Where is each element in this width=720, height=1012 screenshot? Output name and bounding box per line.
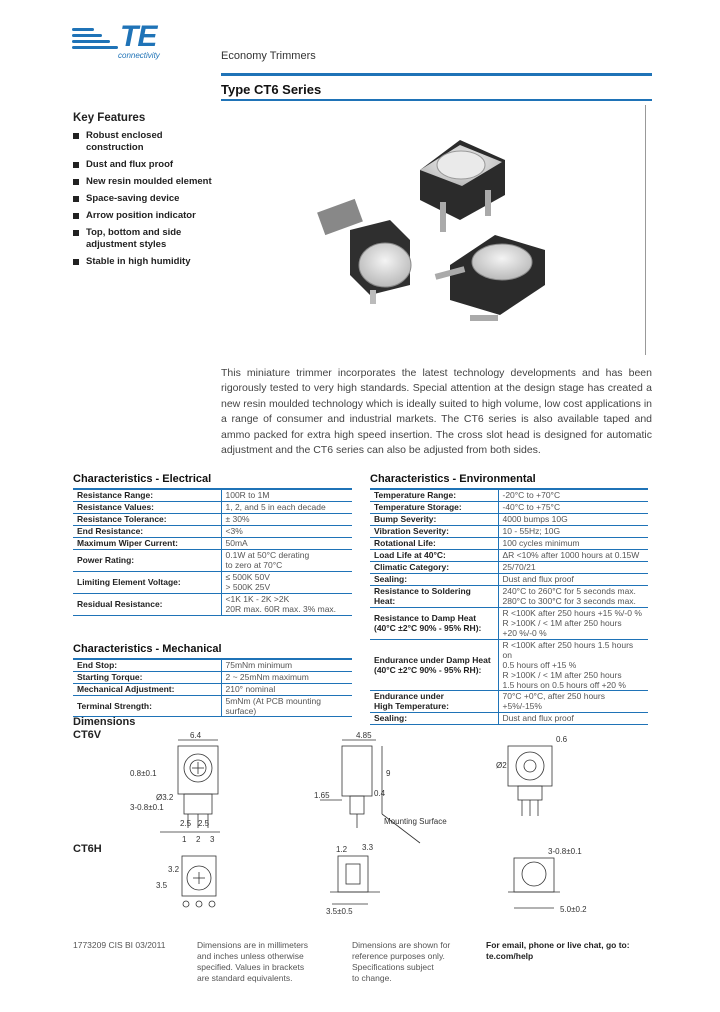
feature-item: Space-saving device: [73, 193, 223, 205]
spec-value: 2 ~ 25mNm maximum: [221, 671, 352, 683]
dim-label: 0.8±0.1: [130, 769, 157, 778]
spec-row: [73, 593, 352, 615]
dim-label: Ø2: [496, 761, 507, 770]
feature-item: Top, bottom and side adjustment styles: [73, 227, 193, 251]
dim-label: 3.3: [362, 843, 374, 852]
section-name: Economy Trimmers: [221, 50, 316, 62]
dimensions-title: Dimensions: [73, 716, 136, 728]
spec-key: Temperature Range:: [370, 489, 498, 501]
spec-value: 10 - 55Hz; 10G: [498, 525, 648, 537]
spec-value: <3%: [221, 525, 352, 537]
spec-row: [370, 585, 648, 607]
spec-row: [370, 537, 648, 549]
dim-label: 6.4: [190, 731, 202, 740]
spec-value: -20°C to +70°C: [498, 489, 648, 501]
spec-key: Resistance to Soldering Heat:: [370, 585, 498, 607]
spec-row: [370, 513, 648, 525]
logo-subtext: connectivity: [118, 51, 160, 60]
spec-key: Starting Torque:: [73, 671, 221, 683]
dim-label: 0.6: [556, 735, 568, 744]
spec-key: Sealing:: [370, 573, 498, 585]
spec-key: Resistance to Damp Heat (40°C ±2°C 90% - 95% RH):: [370, 607, 498, 639]
spec-key: Load Life at 40°C:: [370, 549, 498, 561]
spec-row: [73, 513, 352, 525]
title-rule: [221, 99, 652, 101]
spec-key: End Resistance:: [73, 525, 221, 537]
spec-row: [73, 659, 352, 671]
feature-item: Stable in high humidity: [73, 256, 223, 268]
footer-dims-note: Dimensions are in millimeters and inches unless otherwise specified. Values in brackets are standard equivalents.: [197, 940, 309, 983]
logo-text: TE: [120, 20, 157, 53]
spec-value: 5mNm (At PCB mounting surface): [221, 695, 352, 716]
footer-code: 1773209 CIS BI 03/2011: [73, 940, 166, 950]
spec-key: Endurance under High Temperature:: [370, 690, 498, 712]
electrical-table: [73, 488, 352, 616]
page-title: Type CT6 Series: [221, 82, 322, 97]
ct6v-label: CT6V: [73, 729, 102, 741]
spec-value: <1K 1K - 2K >2K 20R max. 60R max. 3% max.: [221, 593, 352, 615]
ct6h-label: CT6H: [73, 843, 102, 855]
spec-value: R <100K after 250 hours 1.5 hours on 0.5 hours off +15 % R >100K / < 1M after 250 hours 1.5 hours on 0.5 hours off +20 %: [498, 639, 648, 690]
dim-label: 4.85: [356, 731, 372, 740]
dim-label: 2.5: [198, 819, 210, 828]
spec-value: Dust and flux proof: [498, 573, 648, 585]
spec-row: [73, 549, 352, 571]
dim-label: Ø3.2: [156, 793, 174, 802]
spec-value: Dust and flux proof: [498, 712, 648, 724]
spec-value: 240°C to 260°C for 5 seconds max. 280°C to 300°C for 3 seconds max.: [498, 585, 648, 607]
dimension-drawings: [120, 728, 660, 928]
pin-number: 3: [210, 835, 215, 844]
photo-divider: [645, 105, 646, 355]
spec-key: Limiting Element Voltage:: [73, 571, 221, 593]
spec-value: ± 30%: [221, 513, 352, 525]
spec-value: ≤ 500K 50V > 500K 25V: [221, 571, 352, 593]
spec-key: Climatic Category:: [370, 561, 498, 573]
dim-label: 3-0.8±0.1: [130, 803, 164, 812]
dim-label: 0.4: [374, 789, 386, 798]
spec-value: 1, 2, and 5 in each decade: [221, 501, 352, 513]
header-rule: [221, 73, 652, 76]
spec-row: [370, 639, 648, 690]
pin-number: 1: [182, 835, 187, 844]
spec-row: [73, 537, 352, 549]
dim-label: 5.0±0.2: [560, 905, 587, 914]
spec-row: [370, 712, 648, 724]
spec-value: 70°C +0°C, after 250 hours +5%/-15%: [498, 690, 648, 712]
environmental-table: [370, 488, 648, 725]
spec-row: [370, 501, 648, 513]
spec-row: [370, 690, 648, 712]
spec-key: Resistance Values:: [73, 501, 221, 513]
dim-label: 3-0.8±0.1: [548, 847, 582, 856]
spec-row: [73, 525, 352, 537]
mechanical-title: Characteristics - Mechanical: [73, 643, 222, 655]
dim-label: 1.2: [336, 845, 348, 854]
spec-row: [370, 489, 648, 501]
spec-key: Vibration Severity:: [370, 525, 498, 537]
spec-value: 100 cycles minimum: [498, 537, 648, 549]
dim-label: 1.65: [314, 791, 330, 800]
spec-key: Temperature Storage:: [370, 501, 498, 513]
spec-row: [73, 501, 352, 513]
spec-row: [370, 573, 648, 585]
dim-label: 3.5: [156, 881, 168, 890]
spec-row: [370, 561, 648, 573]
spec-key: Rotational Life:: [370, 537, 498, 549]
dim-label: 2.5: [180, 819, 192, 828]
te-logo: [72, 20, 182, 64]
spec-row: [73, 571, 352, 593]
spec-row: [73, 489, 352, 501]
spec-key: Resistance Tolerance:: [73, 513, 221, 525]
spec-row: [73, 695, 352, 716]
spec-value: 75mNm minimum: [221, 659, 352, 671]
spec-row: [370, 549, 648, 561]
spec-row: [370, 607, 648, 639]
spec-key: Endurance under Damp Heat (40°C ±2°C 90% - 95% RH):: [370, 639, 498, 690]
spec-row: [73, 683, 352, 695]
spec-value: 4000 bumps 10G: [498, 513, 648, 525]
mounting-label: Mounting Surface: [384, 817, 447, 826]
spec-key: End Stop:: [73, 659, 221, 671]
footer-ref-note: Dimensions are shown for reference purposes only. Specifications subject to change.: [352, 940, 451, 983]
footer-contact[interactable]: For email, phone or live chat, go to: te.com/help: [486, 940, 630, 961]
spec-value: R <100K after 250 hours +15 %/-0 % R >100K / < 1M after 250 hours +20 %/-0 %: [498, 607, 648, 639]
pin-number: 2: [196, 835, 201, 844]
feature-item: New resin moulded element: [73, 176, 223, 188]
dim-label: 3.2: [168, 865, 180, 874]
intro-paragraph: This miniature trimmer incorporates the latest technology developments and has been rigorously tested to very high standards. Special attention at the design stage has created a new resin moulded technology which is ideally suited to high volume, low cost applications in a range of consumer and industrial markets. The CT6 series is also available taped and ammo packed for extra high speed insertion. The cross slot head is designed for automatic adjustment and the CT6 series can also be adjusted from both sides.: [221, 367, 652, 457]
spec-value: -40°C to +75°C: [498, 501, 648, 513]
electrical-title: Characteristics - Electrical: [73, 473, 212, 485]
mechanical-table: [73, 658, 352, 717]
dim-label: 9: [386, 769, 391, 778]
spec-key: Mechanical Adjustment:: [73, 683, 221, 695]
environmental-title: Characteristics - Environmental: [370, 473, 536, 485]
key-features-list: [73, 130, 223, 273]
spec-key: Power Rating:: [73, 549, 221, 571]
feature-item: Arrow position indicator: [73, 210, 223, 222]
spec-key: Resistance Range:: [73, 489, 221, 501]
spec-key: Residual Resistance:: [73, 593, 221, 615]
spec-value: 210° nominal: [221, 683, 352, 695]
feature-item: Dust and flux proof: [73, 159, 223, 171]
spec-row: [73, 671, 352, 683]
spec-value: 50mA: [221, 537, 352, 549]
spec-value: 0.1W at 50°C derating to zero at 70°C: [221, 549, 352, 571]
spec-row: [370, 525, 648, 537]
spec-value: 25/70/21: [498, 561, 648, 573]
spec-key: Sealing:: [370, 712, 498, 724]
key-features-title: Key Features: [73, 112, 146, 124]
spec-value: 100R to 1M: [221, 489, 352, 501]
spec-key: Bump Severity:: [370, 513, 498, 525]
spec-key: Maximum Wiper Current:: [73, 537, 221, 549]
dim-label: 3.5±0.5: [326, 907, 353, 916]
feature-item: Robust enclosed construction: [73, 130, 183, 154]
spec-key: Terminal Strength:: [73, 695, 221, 716]
product-photo: [310, 140, 560, 330]
spec-value: ΔR <10% after 1000 hours at 0.15W: [498, 549, 648, 561]
